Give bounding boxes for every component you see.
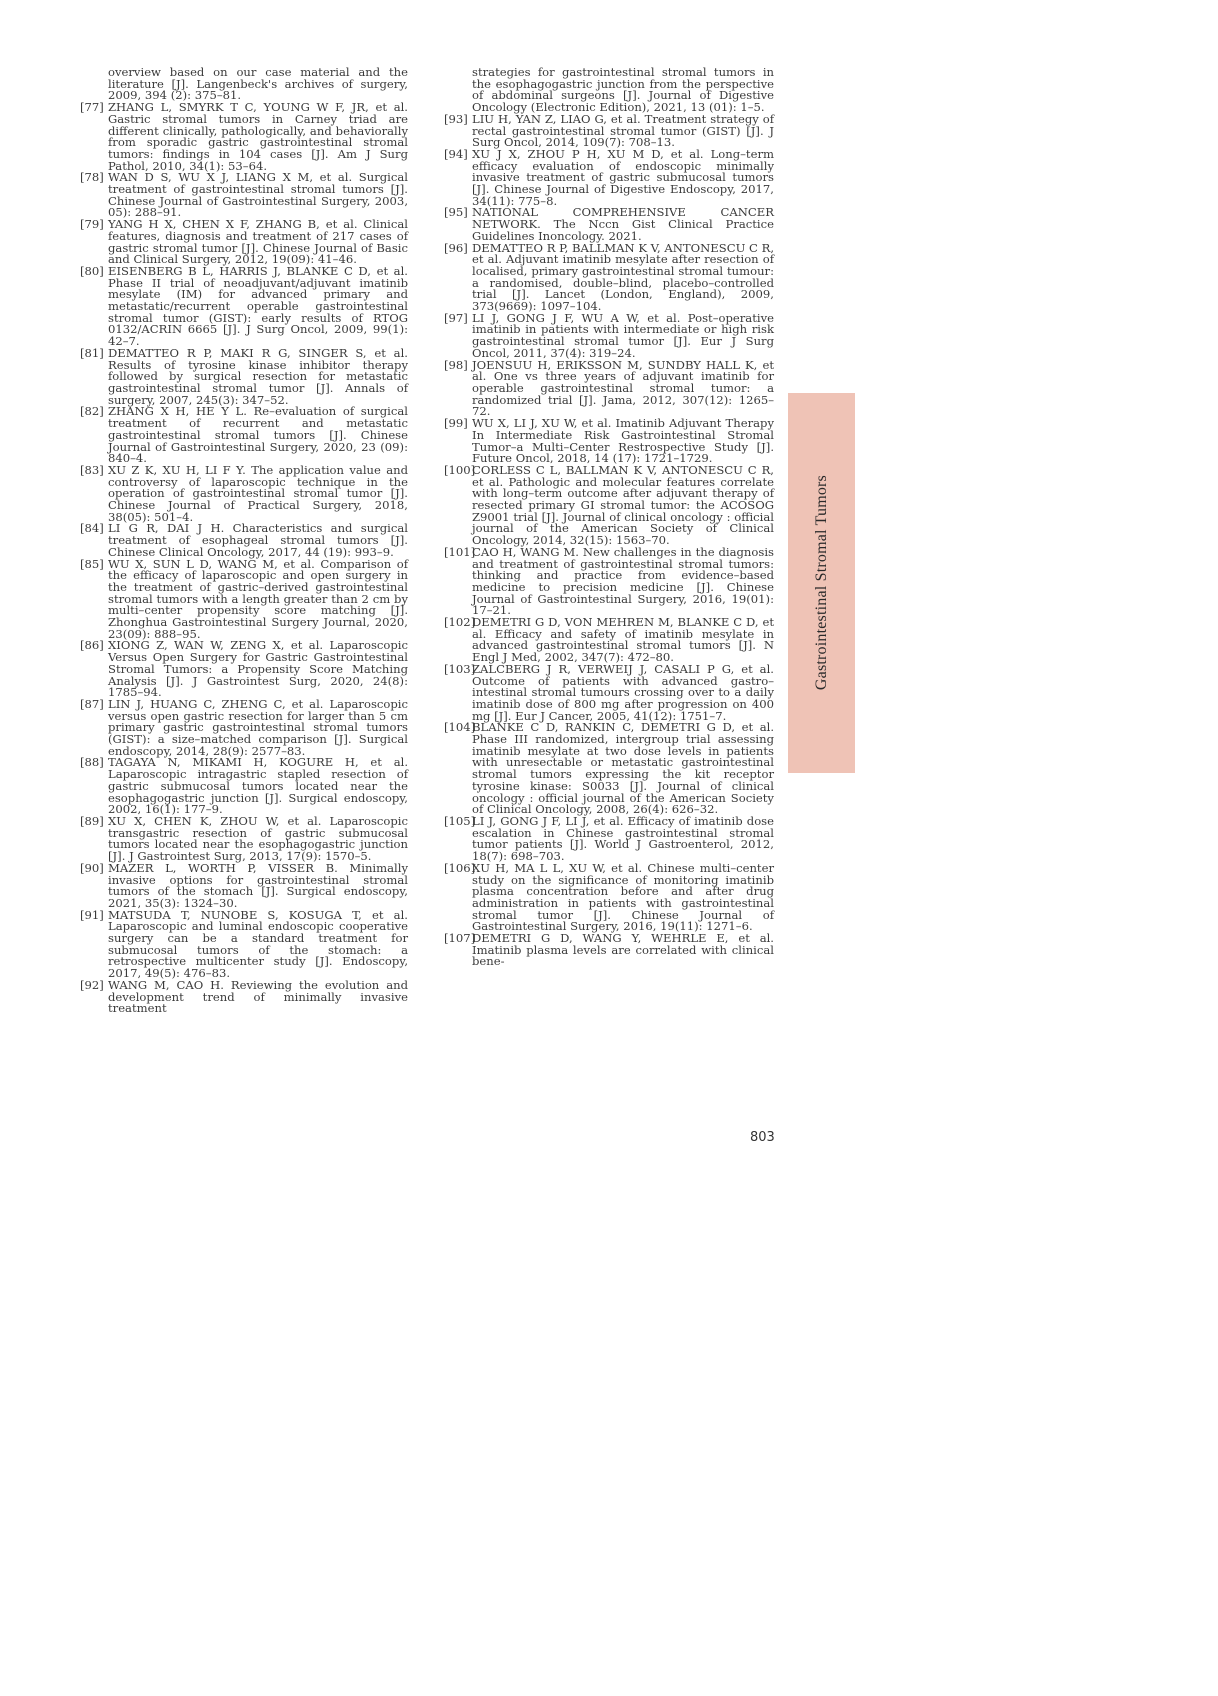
reference-text: TAGAYA N, MIKAMI H, KOGURE H, et al. Laparoscopic intragastric stapled resection of gastric submucosal tumors located near the esophagogastric junction [J]. Surgical endoscopy, 2002, 16(1): 177–9. <box>108 755 408 817</box>
reference-item <box>444 357 774 419</box>
reference-number: [85] <box>80 556 104 571</box>
reference-item <box>444 462 774 548</box>
reference-item <box>80 345 408 407</box>
reference-number: [93] <box>444 111 468 126</box>
reference-item <box>444 661 774 723</box>
reference-item <box>444 240 774 314</box>
reference-number: [98] <box>444 357 468 372</box>
reference-item <box>80 556 408 641</box>
reference-text: XU Z K, XU H, LI F Y. The application value and controversy of laparoscopic technique in the operation of gastrointestinal stromal tumor [J]. Chinese Journal of Practical Surgery, 2018, 38(05): 501–4. <box>108 462 408 524</box>
reference-number: [77] <box>80 100 104 115</box>
reference-number: [103] <box>444 661 476 676</box>
reference-number: [99] <box>444 416 468 431</box>
reference-text: DEMATTEO R P, BALLMAN K V, ANTONESCU C R, et al. Adjuvant imatinib mesylate after resection of localised, primary gastrointestinal stromal tumour: a randomised, double–blind, placebo–controlled trial [J]. Lancet (London, England), 2009, 373(9669): 1097–104. <box>472 240 774 314</box>
reference-text: DEMETRI G D, WANG Y, WEHRLE E, et al. Imatinib plasma levels are correlated with clinical bene- <box>472 931 774 969</box>
reference-item <box>80 263 408 349</box>
reference-continuation <box>444 67 774 114</box>
section-sidebar-tab <box>788 393 855 773</box>
reference-text: CORLESS C L, BALLMAN K V, ANTONESCU C R, et al. Pathologic and molecular features correlate with long–term outcome after adjuvant therapy of resected primary GI stromal tumor: the ACOSOG Z9001 trial [J]. Journal of clinical oncology : official journal of the American Society of Clinical Oncology, 2014, 32(15): 1563–70. <box>472 462 774 548</box>
reference-item <box>80 219 408 266</box>
reference-item <box>80 977 408 1016</box>
reference-item <box>444 310 774 360</box>
reference-number: [107] <box>444 931 476 946</box>
reference-item <box>80 860 408 910</box>
reference-text: WU X, SUN L D, WANG M, et al. Comparison of the efficacy of laparoscopic and open surgery in the treatment of gastric–derived gastrointestinal stromal tumors with a length greater than 2 cm by multi–center propensity score matching [J]. Zhonghua Gastrointestinal Surgery Journal, 2020, 23(09): 888–95. <box>108 556 408 641</box>
reference-number: [96] <box>444 240 468 255</box>
reference-text: DEMATTEO R P, MAKI R G, SINGER S, et al. Results of tyrosine kinase inhibitor therapy followed by surgical resection for metastatic gastrointestinal stromal tumor [J]. Annals of surgery, 2007, 245(3): 347–52. <box>108 345 408 407</box>
reference-number: [79] <box>80 217 104 232</box>
reference-item <box>80 102 408 172</box>
reference-number: [91] <box>80 907 104 922</box>
reference-item <box>444 111 774 150</box>
reference-number: [88] <box>80 755 104 770</box>
reference-number: [95] <box>444 205 468 220</box>
reference-number: [92] <box>80 977 104 992</box>
reference-text: LIN J, HUANG C, ZHENG C, et al. Laparoscopic versus open gastric resection for larger than 5 cm primary gastric gastrointestinal stromal tumors (GIST): a size–matched comparison [J]. Surgical endoscopy, 2014, 28(9): 2577–83. <box>108 696 408 758</box>
reference-item <box>80 757 408 816</box>
reference-item <box>80 816 408 863</box>
reference-number: [82] <box>80 404 104 419</box>
reference-list <box>80 102 408 1015</box>
reference-item <box>80 172 408 219</box>
reference-item <box>80 907 408 981</box>
reference-number: [81] <box>80 345 104 360</box>
reference-item <box>444 146 774 208</box>
reference-item <box>444 617 774 664</box>
reference-text: LI J, GONG J F, LI J, et al. Efficacy of imatinib dose escalation in Chinese gastrointestinal stromal tumor patients [J]. World J Gastroenterol, 2012, 18(7): 698–703. <box>472 814 774 864</box>
reference-text: ZALCBERG J R, VERWEIJ J, CASALI P G, et al. Outcome of patients with advanced gastro–intestinal stromal tumours crossing over to a daily imatinib dose of 800 mg after progression on 400 mg [J]. Eur J Cancer, 2005, 41(12): 1751–7. <box>472 661 774 723</box>
reference-text: LI J, GONG J F, WU A W, et al. Post–operative imatinib in patients with intermediate or high risk gastrointestinal stromal tumor [J]. Eur J Surg Oncol, 2011, 37(4): 319–24. <box>472 310 774 360</box>
reference-item <box>444 722 774 816</box>
reference-item <box>444 418 774 465</box>
reference-item <box>444 816 774 863</box>
reference-number: [100] <box>444 462 476 477</box>
reference-number: [84] <box>80 521 104 536</box>
reference-number: [97] <box>444 310 468 325</box>
reference-text: LIU H, YAN Z, LIAO G, et al. Treatment strategy of rectal gastrointestinal stromal tumor (GIST) [J]. J Surg Oncol, 2014, 109(7): 708–13. <box>472 111 774 150</box>
reference-text: NATIONAL COMPREHENSIVE CANCER NETWORK. The Nccn Gist Clinical Practice Guidelines Inoncology. 2021. <box>472 205 774 243</box>
reference-text: overview based on our case material and the literature [J]. Langenbeck's archives of surgery, 2009, 394 (2): 375–81. <box>108 65 408 103</box>
reference-number: [105] <box>444 814 476 828</box>
reference-item <box>444 933 774 968</box>
reference-number: [90] <box>80 860 104 875</box>
reference-text: WANG M, CAO H. Reviewing the evolution and development trend of minimally invasive treatment <box>108 977 408 1016</box>
reference-number: [86] <box>80 638 104 653</box>
reference-item <box>80 640 408 699</box>
reference-text: BLANKE C D, RANKIN C, DEMETRI G D, et al. Phase III randomized, intergroup trial assessing imatinib mesylate at two dose levels in patients with unresectable or metastatic gastrointestinal stromal tumors expressing the kit receptor tyrosine kinase: S0033 [J]. Journal of clinical oncology : official journal of the American Society of Clinical Oncology, 2008, 26(4): 626–32. <box>472 720 774 817</box>
reference-number: [106] <box>444 860 476 875</box>
reference-text: MAZER L, WORTH P, VISSER B. Minimally invasive options for gastrointestinal stromal tumors of the stomach [J]. Surgical endoscopy, 2021, 35(3): 1324–30. <box>108 860 408 910</box>
reference-number: [89] <box>80 814 104 828</box>
reference-item <box>80 406 408 465</box>
reference-number: [87] <box>80 696 104 711</box>
reference-text: ZHANG X H, HE Y L. Re–evaluation of surgical treatment of recurrent and metastatic gastrointestinal stromal tumors [J]. Chinese Journal of Gastrointestinal Surgery, 2020, 23 (09): 840–4. <box>108 404 408 466</box>
reference-number: [94] <box>444 146 468 161</box>
reference-continuation <box>80 67 408 102</box>
reference-number: [104] <box>444 720 476 735</box>
sidebar-title: Gastrointestinal Stromal Tumors <box>812 475 830 691</box>
reference-list <box>444 111 774 969</box>
reference-text: DEMETRI G D, VON MEHREN M, BLANKE C D, et al. Efficacy and safety of imatinib mesylate in advanced gastrointestinal stromal tumors [J]. N Engl J Med, 2002, 347(7): 472–80. <box>472 615 774 665</box>
reference-text: XU X, CHEN K, ZHOU W, et al. Laparoscopic transgastric resection of gastric submucosal tumors located near the esophagogastric junction [J]. J Gastrointest Surg, 2013, 17(9): 1570–5. <box>108 814 408 864</box>
reference-text: XIONG Z, WAN W, ZENG X, et al. Laparoscopic Versus Open Surgery for Gastric Gastrointestinal Stromal Tumors: a Propensity Score Matching Analysis [J]. J Gastrointest Surg, 2020, 24(8): 1785–94. <box>108 638 408 700</box>
page-number: 803 <box>750 1130 775 1145</box>
reference-item <box>80 462 408 524</box>
reference-text: EISENBERG B L, HARRIS J, BLANKE C D, et al. Phase II trial of neoadjuvant/adjuvant imatinib mesylate (IM) for advanced primary and metastatic/recurrent operable gastrointestinal stromal tumor (GIST): early results of RTOG 0132/ACRIN 6665 [J]. J Surg Oncol, 2009, 99(1): 42–7. <box>108 263 408 349</box>
reference-text: XU J X, ZHOU P H, XU M D, et al. Long–term efficacy evaluation of endoscopic minimally invasive treatment of gastric submucosal tumors [J]. Chinese Journal of Digestive Endoscopy, 2017, 34(11): 775–8. <box>472 146 774 208</box>
reference-column-right <box>444 67 774 968</box>
reference-item <box>80 696 408 758</box>
reference-number: [102] <box>444 615 476 630</box>
reference-item <box>444 544 774 618</box>
reference-text: YANG H X, CHEN X F, ZHANG B, et al. Clinical features, diagnosis and treatment of 217 cases of gastric stromal tumor [J]. Chinese Journal of Basic and Clinical Surgery, 2012, 19(09): 41–46. <box>108 217 408 267</box>
reference-item <box>444 860 774 934</box>
reference-number: [80] <box>80 263 104 278</box>
reference-item <box>80 523 408 558</box>
reference-text: LI G R, DAI J H. Characteristics and surgical treatment of esophageal stromal tumors [J]. Chinese Clinical Oncology, 2017, 44 (19): 993–9. <box>108 521 408 559</box>
reference-text: WU X, LI J, XU W, et al. Imatinib Adjuvant Therapy In Intermediate Risk Gastrointestinal Stromal Tumor–a Multi–Center Restrospective Study [J]. Future Oncol, 2018, 14 (17): 1721–1729. <box>472 416 774 466</box>
reference-text: XU H, MA L L, XU W, et al. Chinese multi–center study on the significance of monitoring imatinib plasma concentration before and after drug administration in patients with gastrointestinal stromal tumor [J]. Chinese Journal of Gastrointestinal Surgery, 2016, 19(11): 1271–6. <box>472 860 774 934</box>
reference-text: ZHANG L, SMYRK T C, YOUNG W F, JR, et al. Gastric stromal tumors in Carney triad are different clinically, pathologically, and behaviorally from sporadic gastric gastrointestinal stromal tumors: findings in 104 cases [J]. Am J Surg Pathol, 2010, 34(1): 53–64. <box>108 100 408 173</box>
reference-number: [78] <box>80 170 104 185</box>
reference-column-left <box>80 67 408 1015</box>
reference-text: WAN D S, WU X J, LIANG X M, et al. Surgical treatment of gastrointestinal stromal tumors [J]. Chinese Journal of Gastrointestinal Surgery, 2003, 05): 288–91. <box>108 170 408 220</box>
reference-text: CAO H, WANG M. New challenges in the diagnosis and treatment of gastrointestinal stromal tumors: thinking and practice from evidence–based medicine to precision medicine [J]. Chinese Journal of Gastrointestinal Surgery, 2016, 19(01): 17–21. <box>472 544 774 618</box>
reference-text: strategies for gastrointestinal stromal tumors in the esophagogastric junction from the perspective of abdominal surgeons [J]. Journal of Digestive Oncology (Electronic Edition), 2021, 13 (01): 1–5. <box>472 65 774 115</box>
reference-item <box>444 207 774 242</box>
reference-text: MATSUDA T, NUNOBE S, KOSUGA T, et al. Laparoscopic and luminal endoscopic cooperative surgery can be a standard treatment for submucosal tumors of the stomach: a retrospective multicenter study [J]. Endoscopy, 2017, 49(5): 476–83. <box>108 907 408 981</box>
reference-number: [101] <box>444 544 476 559</box>
reference-text: JOENSUU H, ERIKSSON M, SUNDBY HALL K, et al. One vs three years of adjuvant imatinib for operable gastrointestinal stromal tumor: a randomized trial [J]. Jama, 2012, 307(12): 1265–72. <box>472 357 774 419</box>
reference-number: [83] <box>80 462 104 477</box>
